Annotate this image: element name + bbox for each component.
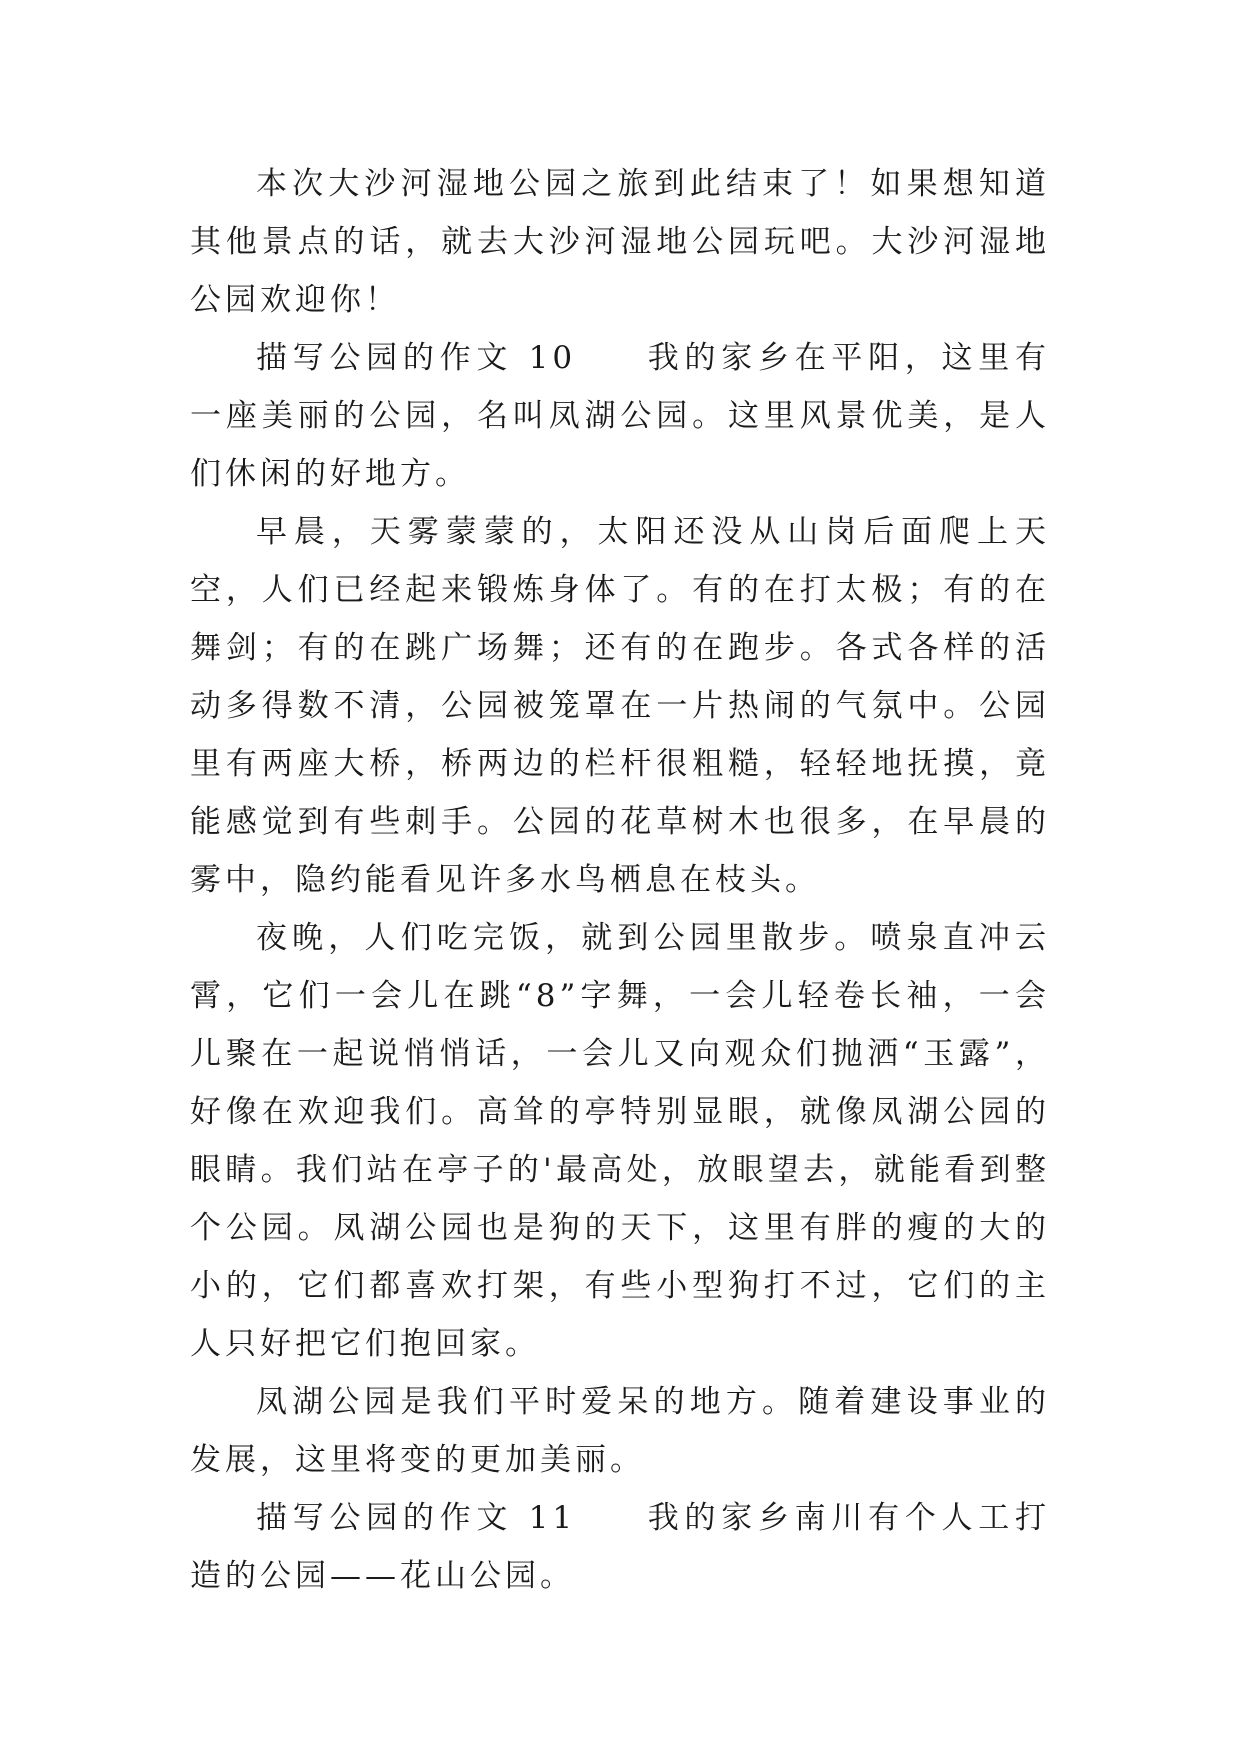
paragraph (190, 329, 1050, 503)
document-body (190, 155, 1050, 1605)
paragraph-text: 我的家乡南川有个人工打造的公园——花山公园。 (190, 1500, 1051, 1594)
paragraph (190, 1373, 1050, 1489)
essay-heading: 描写公园的作文 10 (256, 340, 577, 376)
paragraph-text: 凤湖公园是我们平时爱呆的地方。随着建设事业的发展，这里将变的更加美丽。 (190, 1384, 1050, 1478)
paragraph (190, 1489, 1050, 1605)
essay-heading: 描写公园的作文 11 (256, 1500, 577, 1536)
paragraph-text: 早晨，天雾蒙蒙的，太阳还没从山岗后面爬上天空，人们已经起来锻炼身体了。有的在打太极；有的在舞剑；有的在跳广场舞；还有的在跑步。各式各样的活动多得数不清，公园被笼罩在一片热闹的气氛中。公园里有两座大桥，桥两边的栏杆很粗糙，轻轻地抚摸，竟能感觉到有些刺手。公园的花草树木也很多，在早晨的雾中，隐约能看见许多水鸟栖息在枝头。 (190, 514, 1050, 898)
paragraph-text: 夜晚，人们吃完饭，就到公园里散步。喷泉直冲云霄，它们一会儿在跳“8”字舞，一会儿轻卷长袖，一会儿聚在一起说悄悄话，一会儿又向观众们抛洒“玉露”，好像在欢迎我们。高耸的亭特别显眼，就像凤湖公园的眼睛。我们站在亭子的'最高处，放眼望去，就能看到整个公园。凤湖公园也是狗的天下，这里有胖的瘦的大的小的，它们都喜欢打架，有些小型狗打不过，它们的主人只好把它们抱回家。 (190, 920, 1050, 1362)
paragraph (190, 155, 1050, 329)
paragraph-text: 我的家乡在平阳，这里有一座美丽的公园，名叫凤湖公园。这里风景优美，是人们休闲的好地方。 (190, 340, 1051, 492)
paragraph-text: 本次大沙河湿地公园之旅到此结束了！如果想知道其他景点的话，就去大沙河湿地公园玩吧。大沙河湿地公园欢迎你！ (190, 166, 1050, 318)
paragraph (190, 909, 1050, 1373)
paragraph (190, 503, 1050, 909)
